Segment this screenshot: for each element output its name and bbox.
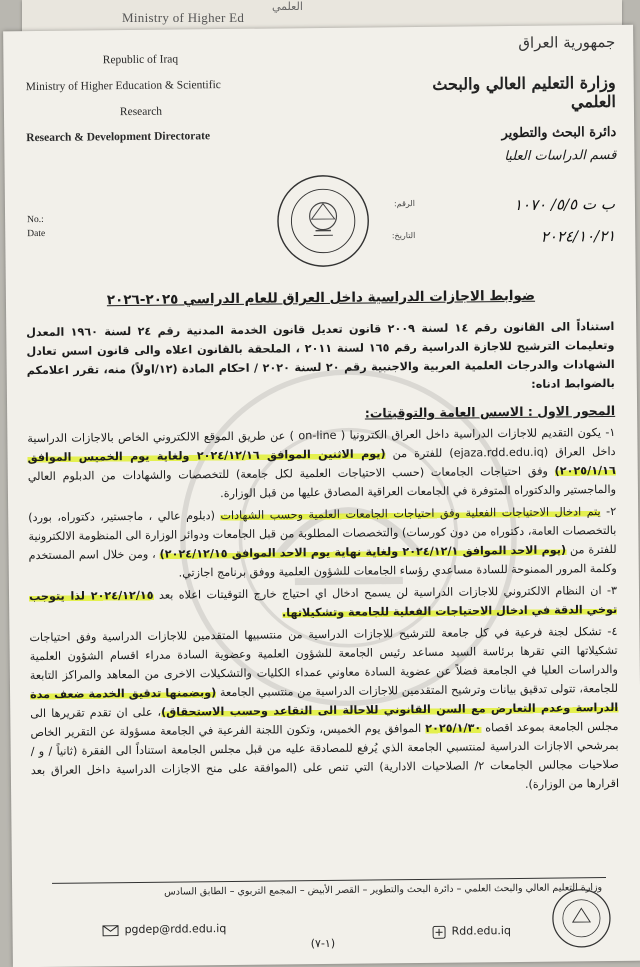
- no-label: No.:: [27, 214, 44, 226]
- item-4-text-b: ، على ان تقدم تقريرها الى مجلس الجامعة بموعد اقصاه: [30, 705, 619, 735]
- item-1-text-a: يكون التقديم للاجازات الدراسية داخل العراق الكترونيا ( on-line ) عن طريق الموقع الالكتروني الخاص بالاجازات الدراسية داخل العراق (ejaza.rdd.edu.iq) للفترة من: [27, 426, 616, 461]
- page-number: (١-٧): [310, 936, 336, 951]
- item-4-number: ٤-: [607, 624, 618, 639]
- item-4: [29, 622, 619, 799]
- ref-number-label: الرقم:: [393, 199, 415, 209]
- arabic-header-line1: جمهورية العراق: [518, 32, 616, 52]
- item-2-number: ٢-: [606, 504, 617, 519]
- date-label-en: Date: [27, 228, 46, 240]
- ref-number-value: ب ت ٥/٥/ ١٠٧٠: [513, 194, 616, 214]
- english-header-line1: Republic of Iraq: [102, 53, 179, 67]
- arabic-header-line4: قسم الدراسات العليا: [504, 147, 617, 165]
- english-header-line4: Research & Development Directorate: [26, 130, 211, 145]
- item-2: [28, 502, 617, 584]
- ref-date-label: التاريخ:: [391, 231, 416, 241]
- item-4-text-c: الموافق يوم الخميس، وتكون اللجنة الفرعية في الجامعة مسؤولة عن التقرير الخاص بمرشحي الاجازات الدراسية لمنتسبي الجامعة الذي يُرفع للمصادقة عليه من قبل مجلس الجامعة استناداً الى الفقرة (ثانياً / و /صلاحيات مجالس الجامعات ٢/ الصلاحيات الادارية) التي تنص على (الموافقة على منح الاجازات الدراسية داخل العراق بعد اقرارها من الوزارة).: [30, 721, 620, 791]
- arabic-header-line2: وزارة التعليم العالي والبحث العلمي: [432, 72, 616, 112]
- footer-email-text: pgdep@rdd.edu.iq: [124, 922, 227, 937]
- item-1-highlight: (يوم الاثنين الموافق ٢٠٢٤/١٢/١٦ ولغاية يوم الخميس الموافق ٢٠٢٥/١/١٦): [27, 447, 616, 478]
- item-3-text-a: ان النظام الالكتروني للاجازات الدراسية لن يسمح ادخال اي احتياج خارج التوقيتات اعلاه بعد: [153, 584, 602, 602]
- document-page: [3, 25, 640, 967]
- item-4-highlight-2: ٢٠٢٥/١/٣٠: [425, 721, 482, 735]
- footer-website[interactable]: [432, 924, 511, 938]
- web-icon: [433, 925, 446, 938]
- no-date-block: [27, 213, 45, 241]
- footer-logo-icon: [550, 887, 613, 950]
- ref-date-value: ٢٠٢٤/١٠/٢١: [540, 226, 616, 246]
- item-3: [29, 581, 617, 625]
- english-header-line3: Research: [119, 105, 163, 118]
- item-1-text-b: وفق احتياجات الجامعات (حسب الاحتياجات العلمية لكل جامعة) للتخصصات والشهادات من الدبلوم العالي والماجستير والدكتوراه المتوفرة في الجامعات العراقية المصادق عليها من قبل الوزارة.: [27, 464, 617, 501]
- item-1-number: ١-: [605, 425, 616, 440]
- item-4-text-a: تشكل لجنة فرعية في كل جامعة للترشيح للاجازات الدراسية من منتسبيها المتقدمين للاجازات الدراسية وفق احتياجات تشكيلاتها التي تقرها برئاسة السيد مساعد رئيس الجامعة للشؤون العلمية وعضوية السادة مدراء اقسام الشؤون العلمية والدراسات العليا في الجامعة فضلاً عن عضوية السادة معاوني عمداء الكليات والتشكيلات الاخرى من المعاهد والمراكز التابعة للجامعة، تتولى تدقيق بيانات وترشيح المتقدمين للاجازات الدراسية من منتسبي الجامعة: [29, 625, 619, 700]
- document-title: ضوابط الاجازات الدراسية داخل العراق للعام الدراسي ٢٠٢٥-٢٠٢٦: [106, 287, 536, 309]
- document-body: [26, 317, 619, 802]
- arabic-header-line3: دائرة البحث والتطوير: [501, 124, 617, 142]
- english-letterhead: [25, 51, 256, 149]
- item-1: [27, 423, 616, 505]
- section1-title: المحور الاول : الاسس العامة والتوقيتات:: [364, 402, 616, 421]
- envelope-icon: [102, 925, 118, 936]
- back-sheet-arabic: العلمي: [272, 0, 303, 13]
- item-2-highlight-2: (يوم الاحد الموافق ٢٠٢٤/١٢/١ ولغاية نهاية يوم الاحد الموافق ٢٠٢٤/١٢/١٥): [159, 543, 567, 561]
- english-header-line2: Ministry of Higher Education & Scientific: [25, 78, 221, 93]
- arabic-letterhead: [385, 33, 616, 165]
- item-2-text-b: ، ومن خلال اسم المستخدم وكلمة المرور الممنوحة للسادة مساعدي رؤساء الجامعات للشؤون العلمية ووفق برنامج اجازتي.: [28, 547, 617, 580]
- footer-website-text: Rdd.edu.iq: [451, 924, 512, 938]
- back-sheet-title: Ministry of Higher Ed: [122, 10, 245, 25]
- ministry-seal-icon: [275, 172, 372, 269]
- item-3-highlight: ٢٠٢٤/١٢/١٥ لذا يتوجب توخي الدقة في ادخال الاحتياجات الفعلية للجامعة وتشكيلاتها.: [28, 588, 618, 620]
- footer-address: وزارة التعليم العالي والبحث العلمي – دائرة البحث والتطوير – القصر الأبيض – المجمع التربوي – الطابق السادس: [164, 882, 603, 898]
- item-3-number: ٣-: [606, 583, 618, 598]
- item-4-highlight-1: (وبضمنها تدقيق الخدمة ضعف مدة الدراسة وعدم التعارض مع السن القانوني للاحالة الى التقاعد وحسب الاستحقاق): [29, 686, 619, 719]
- intro-paragraph: استناداً الى القانون رقم ١٤ لسنة ٢٠٠٩ قانون تعديل قانون الخدمة المدنية رقم ٢٤ لسنة ١٩٦٠ المعدل وتعليمات الترشيح للاجازة الدراسية رقم ١٦٥ لسنة ٢٠١١ ، الملحقة بالقانون اعلاه والى قانون اسس تعادل الشهادات والدرجات العلمية العربية والاجنبية رقم ٢٠ لسنة ٢٠٢٠ / احكام المادة (١٢/اولاً) منه، تقرر اعلامكم بالضوابط ادناه:: [26, 319, 615, 391]
- item-2-highlight-1: يتم ادخال الاحتياجات الفعلية وفق احتياجات الجامعات العلمية وحسب الشهادات: [220, 505, 601, 523]
- footer-email[interactable]: [102, 922, 226, 936]
- item-2-text-a: (دبلوم عالي ، ماجستير، دكتوراه، بورد) بالتخصصات العامة، دكتوراه من دون كورسات) والتخصصات المطلوبة من قبل الجامعات ودوائر الوزارة الى المنظومة الالكترونية للفترة من: [28, 509, 617, 557]
